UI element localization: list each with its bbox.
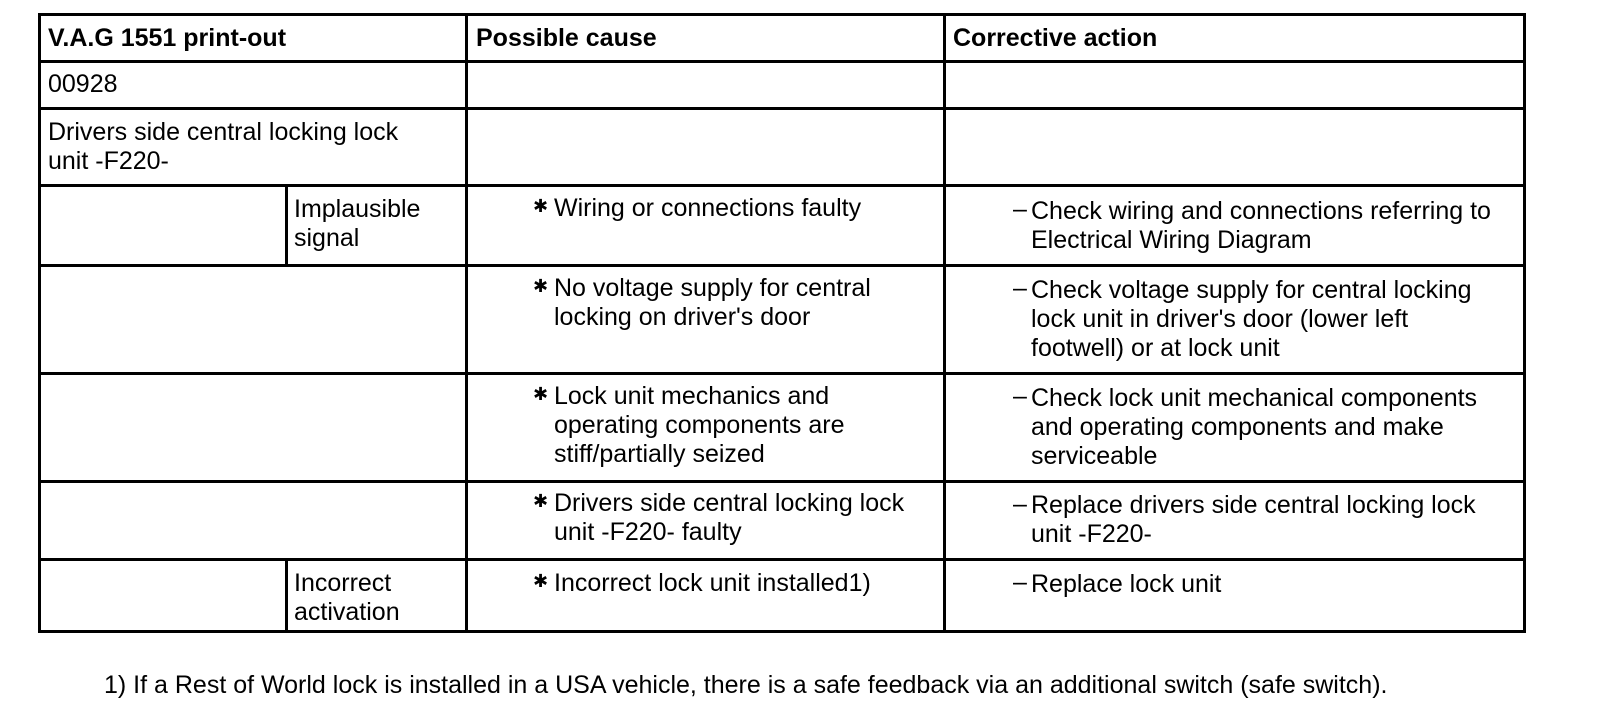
row-divider [41, 60, 1523, 63]
cause-text: operating components are [554, 411, 845, 439]
component-name-line2: unit -F220- [48, 147, 169, 175]
row-divider [41, 558, 1523, 561]
cause-text: Incorrect lock unit installed1) [554, 569, 871, 597]
cause-text: Wiring or connections faulty [554, 194, 862, 222]
cause-text: unit -F220- faulty [554, 518, 742, 546]
dash-icon: – [1013, 382, 1027, 410]
symptom-text: activation [294, 598, 400, 626]
header-action: Corrective action [953, 24, 1158, 52]
cause-text: Lock unit mechanics and [554, 382, 830, 410]
bullet-icon: ✱ [533, 491, 549, 511]
cause-text: locking on driver's door [554, 303, 811, 331]
symptom-text: Implausible [294, 195, 421, 223]
header-printout: V.A.G 1551 print-out [48, 24, 287, 52]
symptom-text: signal [294, 224, 360, 252]
cause-text: stiff/partially seized [554, 440, 765, 468]
action-text: Check lock unit mechanical components [1031, 384, 1478, 412]
action-text: Replace drivers side central locking lock [1031, 491, 1476, 519]
row-divider [41, 372, 1523, 375]
action-text: Electrical Wiring Diagram [1031, 226, 1312, 254]
action-text: Replace lock unit [1031, 570, 1222, 598]
column-divider [465, 16, 468, 630]
dash-icon: – [1013, 568, 1027, 596]
action-text: and operating components and make [1031, 413, 1444, 441]
row-divider [41, 184, 1523, 187]
action-text: serviceable [1031, 442, 1158, 470]
action-text: Check wiring and connections referring to [1031, 197, 1491, 225]
column-divider [943, 16, 946, 630]
fault-code: 00928 [48, 70, 118, 98]
symptom-text: Incorrect [294, 569, 392, 597]
sub-column-divider [285, 558, 288, 630]
cause-text: Drivers side central locking lock [554, 489, 905, 517]
action-text: Check voltage supply for central locking [1031, 276, 1472, 304]
header-cause: Possible cause [476, 24, 657, 52]
dash-icon: – [1013, 274, 1027, 302]
row-divider [41, 480, 1523, 483]
row-divider [41, 107, 1523, 110]
bullet-icon: ✱ [533, 384, 549, 404]
sub-column-divider [285, 184, 288, 267]
cause-text: No voltage supply for central [554, 274, 871, 302]
action-text: lock unit in driver's door (lower left [1031, 305, 1409, 333]
dash-icon: – [1013, 195, 1027, 223]
action-text: unit -F220- [1031, 520, 1152, 548]
footnote: 1) If a Rest of World lock is installed in a USA vehicle, there is a safe feedback via an additional switch (safe switch). [104, 671, 1388, 699]
row-divider [41, 264, 1523, 267]
bullet-icon: ✱ [533, 571, 549, 591]
action-text: footwell) or at lock unit [1031, 334, 1280, 362]
dash-icon: – [1013, 490, 1027, 518]
bullet-icon: ✱ [533, 276, 549, 296]
component-name-line1: Drivers side central locking lock [48, 118, 399, 146]
bullet-icon: ✱ [533, 196, 549, 216]
